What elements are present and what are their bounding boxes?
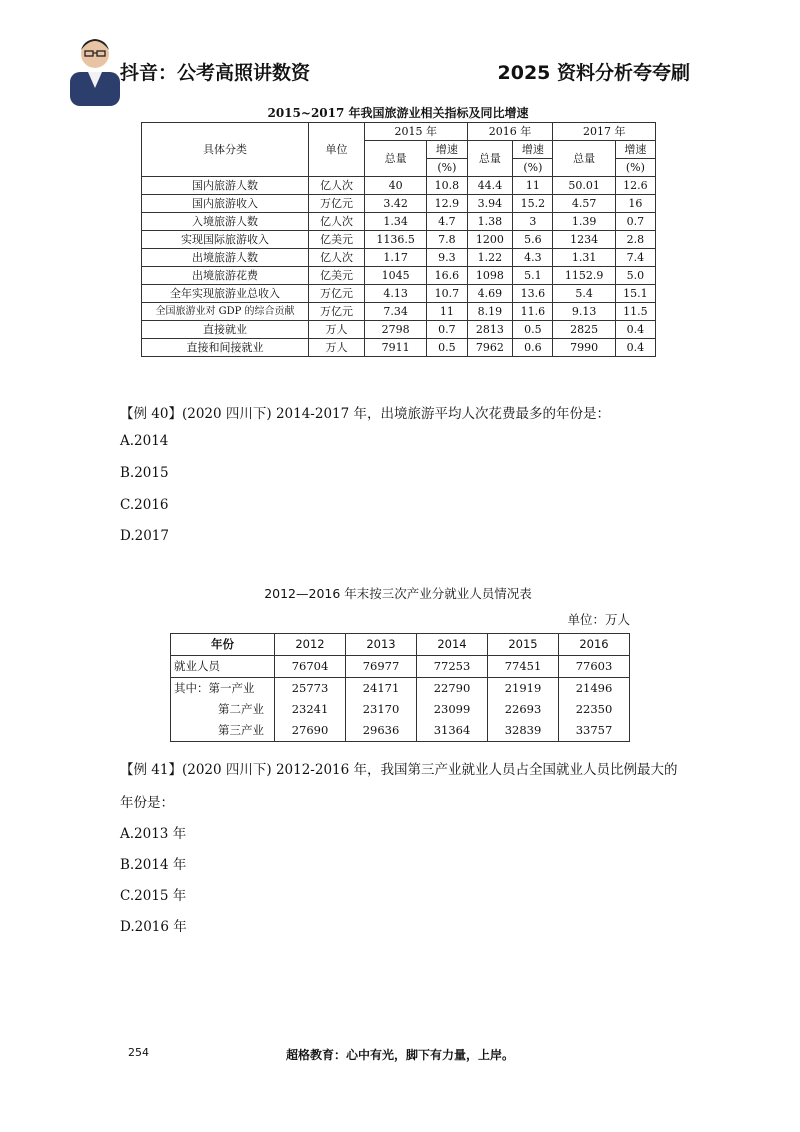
cell: 0.6 <box>513 339 553 357</box>
page-number: 254 <box>128 1046 149 1059</box>
cell: 1152.9 <box>553 267 615 285</box>
question-40-stem: 【例 40】(2020 四川下) 2014-2017 年，出境旅游平均人次花费最多的年份是： <box>120 406 611 422</box>
cell: 23241 <box>275 699 346 720</box>
cell: 7.34 <box>365 303 427 321</box>
row-unit: 亿人次 <box>309 249 365 267</box>
table-row <box>171 656 630 678</box>
cell: 7911 <box>365 339 427 357</box>
table-row <box>171 678 630 700</box>
header-total: 总量 <box>365 141 427 177</box>
row-name: 全国旅游业对 GDP 的综合贡献 <box>142 303 309 321</box>
cell: 5.0 <box>615 267 655 285</box>
cell: 4.3 <box>513 249 553 267</box>
cell: 2.8 <box>615 231 655 249</box>
cell: 15.2 <box>513 195 553 213</box>
cell: 13.6 <box>513 285 553 303</box>
cell: 1.39 <box>553 213 615 231</box>
cell: 16 <box>615 195 655 213</box>
table-row <box>142 231 656 249</box>
footer-slogan: 超格教育：心中有光，脚下有力量，上岸。 <box>285 1048 514 1062</box>
cell: 1.38 <box>467 213 513 231</box>
table-row <box>142 303 656 321</box>
table-row <box>142 213 656 231</box>
header-growth: 增速 <box>615 141 655 159</box>
cell: 4.57 <box>553 195 615 213</box>
row-unit: 万亿元 <box>309 195 365 213</box>
table-row <box>142 195 656 213</box>
cell: 76977 <box>346 656 417 678</box>
row-unit: 万亿元 <box>309 285 365 303</box>
cell: 22693 <box>488 699 559 720</box>
cell: 7990 <box>553 339 615 357</box>
cell: 7.4 <box>615 249 655 267</box>
cell: 21496 <box>559 678 630 700</box>
table-row <box>142 177 656 195</box>
row-name: 出境旅游花费 <box>142 267 309 285</box>
cell: 77603 <box>559 656 630 678</box>
row-unit: 亿人次 <box>309 213 365 231</box>
header-book-title: 2025 资料分析夸夸刷 <box>497 62 690 84</box>
option-d: D.2017 <box>120 528 169 544</box>
cell: 23170 <box>346 699 417 720</box>
cell: 3 <box>513 213 553 231</box>
row-name: 实现国际旅游收入 <box>142 231 309 249</box>
cell: 22790 <box>417 678 488 700</box>
table-row <box>171 720 630 742</box>
presenter-avatar <box>66 26 124 106</box>
cell: 5.4 <box>553 285 615 303</box>
cell: 1.17 <box>365 249 427 267</box>
header-growth: 增速 <box>513 141 553 159</box>
header-year: 2012 <box>275 634 346 656</box>
cell: 9.3 <box>427 249 467 267</box>
header-channel: 抖音：公考高照讲数资 <box>120 62 311 84</box>
table-row <box>142 285 656 303</box>
tourism-table <box>141 122 656 357</box>
row-name: 国内旅游人数 <box>142 177 309 195</box>
cell: 4.7 <box>427 213 467 231</box>
cell: 11.6 <box>513 303 553 321</box>
cell: 31364 <box>417 720 488 742</box>
cell: 4.69 <box>467 285 513 303</box>
table-row <box>142 339 656 357</box>
table2-title: 2012—2016 年末按三次产业分就业人员情况表 <box>264 586 532 601</box>
header-year: 2015 <box>488 634 559 656</box>
row-unit: 亿人次 <box>309 177 365 195</box>
cell: 29636 <box>346 720 417 742</box>
page-header <box>0 0 800 110</box>
table-row <box>142 321 656 339</box>
table2-unit: 单位：万人 <box>567 612 630 627</box>
row-name: 直接就业 <box>142 321 309 339</box>
table-row <box>142 249 656 267</box>
row-label: 第二产业 <box>171 699 275 720</box>
row-unit: 万人 <box>309 339 365 357</box>
cell: 0.4 <box>615 339 655 357</box>
cell: 9.13 <box>553 303 615 321</box>
cell: 0.7 <box>615 213 655 231</box>
row-unit: 万亿元 <box>309 303 365 321</box>
header-total: 总量 <box>467 141 513 177</box>
cell: 3.42 <box>365 195 427 213</box>
cell: 2813 <box>467 321 513 339</box>
cell: 11 <box>427 303 467 321</box>
cell: 77253 <box>417 656 488 678</box>
row-name: 全年实现旅游业总收入 <box>142 285 309 303</box>
cell: 7.8 <box>427 231 467 249</box>
header-year: 2017 年 <box>553 123 656 141</box>
row-name: 入境旅游人数 <box>142 213 309 231</box>
table1-header-row <box>142 123 656 141</box>
row-label: 其中：第一产业 <box>171 678 275 700</box>
cell: 1.31 <box>553 249 615 267</box>
cell: 1.34 <box>365 213 427 231</box>
cell: 16.6 <box>427 267 467 285</box>
cell: 10.8 <box>427 177 467 195</box>
cell: 76704 <box>275 656 346 678</box>
cell: 11.5 <box>615 303 655 321</box>
header-year: 2014 <box>417 634 488 656</box>
cell: 27690 <box>275 720 346 742</box>
row-name: 国内旅游收入 <box>142 195 309 213</box>
row-unit: 亿美元 <box>309 231 365 249</box>
cell: 4.13 <box>365 285 427 303</box>
cell: 12.9 <box>427 195 467 213</box>
cell: 3.94 <box>467 195 513 213</box>
header-growth: 增速 <box>427 141 467 159</box>
row-name: 出境旅游人数 <box>142 249 309 267</box>
header-category: 具体分类 <box>142 123 309 177</box>
option-d: D.2016 年 <box>120 919 187 935</box>
header-total: 总量 <box>553 141 615 177</box>
cell: 24171 <box>346 678 417 700</box>
cell: 7962 <box>467 339 513 357</box>
cell: 5.1 <box>513 267 553 285</box>
row-unit: 亿美元 <box>309 267 365 285</box>
header-year: 2015 年 <box>365 123 468 141</box>
option-a: A.2014 <box>120 433 169 449</box>
table-row <box>171 699 630 720</box>
cell: 1136.5 <box>365 231 427 249</box>
table2-header-row <box>171 634 630 656</box>
cell: 32839 <box>488 720 559 742</box>
cell: 10.7 <box>427 285 467 303</box>
cell: 11 <box>513 177 553 195</box>
cell: 40 <box>365 177 427 195</box>
question-41-stem-cont: 年份是： <box>120 795 174 811</box>
header-year: 2016 年 <box>467 123 553 141</box>
table1-title: 2015~2017 年我国旅游业相关指标及同比增速 <box>267 106 529 120</box>
option-c: C.2016 <box>120 497 169 513</box>
cell: 25773 <box>275 678 346 700</box>
header-year-label: 年份 <box>171 634 275 656</box>
cell: 1098 <box>467 267 513 285</box>
cell: 22350 <box>559 699 630 720</box>
option-c: C.2015 年 <box>120 888 187 904</box>
option-b: B.2015 <box>120 465 169 481</box>
cell: 0.5 <box>427 339 467 357</box>
cell: 0.5 <box>513 321 553 339</box>
cell: 77451 <box>488 656 559 678</box>
cell: 1200 <box>467 231 513 249</box>
cell: 44.4 <box>467 177 513 195</box>
cell: 0.4 <box>615 321 655 339</box>
cell: 33757 <box>559 720 630 742</box>
cell: 8.19 <box>467 303 513 321</box>
cell: 21919 <box>488 678 559 700</box>
cell: 2825 <box>553 321 615 339</box>
header-pct: (%) <box>513 159 553 177</box>
option-a: A.2013 年 <box>120 826 187 842</box>
employment-table <box>170 633 630 742</box>
header-unit: 单位 <box>309 123 365 177</box>
row-name: 直接和间接就业 <box>142 339 309 357</box>
option-b: B.2014 年 <box>120 857 187 873</box>
header-pct: (%) <box>427 159 467 177</box>
cell: 23099 <box>417 699 488 720</box>
cell: 12.6 <box>615 177 655 195</box>
cell: 1234 <box>553 231 615 249</box>
cell: 2798 <box>365 321 427 339</box>
cell: 0.7 <box>427 321 467 339</box>
header-year: 2016 <box>559 634 630 656</box>
cell: 1045 <box>365 267 427 285</box>
cell: 15.1 <box>615 285 655 303</box>
header-year: 2013 <box>346 634 417 656</box>
row-unit: 万人 <box>309 321 365 339</box>
row-label: 就业人员 <box>171 656 275 678</box>
header-pct: (%) <box>615 159 655 177</box>
cell: 1.22 <box>467 249 513 267</box>
table-row <box>142 267 656 285</box>
cell: 5.6 <box>513 231 553 249</box>
question-41-stem: 【例 41】(2020 四川下) 2012-2016 年，我国第三产业就业人员占全国就业人员比例最大的 <box>120 762 678 778</box>
cell: 50.01 <box>553 177 615 195</box>
row-label: 第三产业 <box>171 720 275 742</box>
